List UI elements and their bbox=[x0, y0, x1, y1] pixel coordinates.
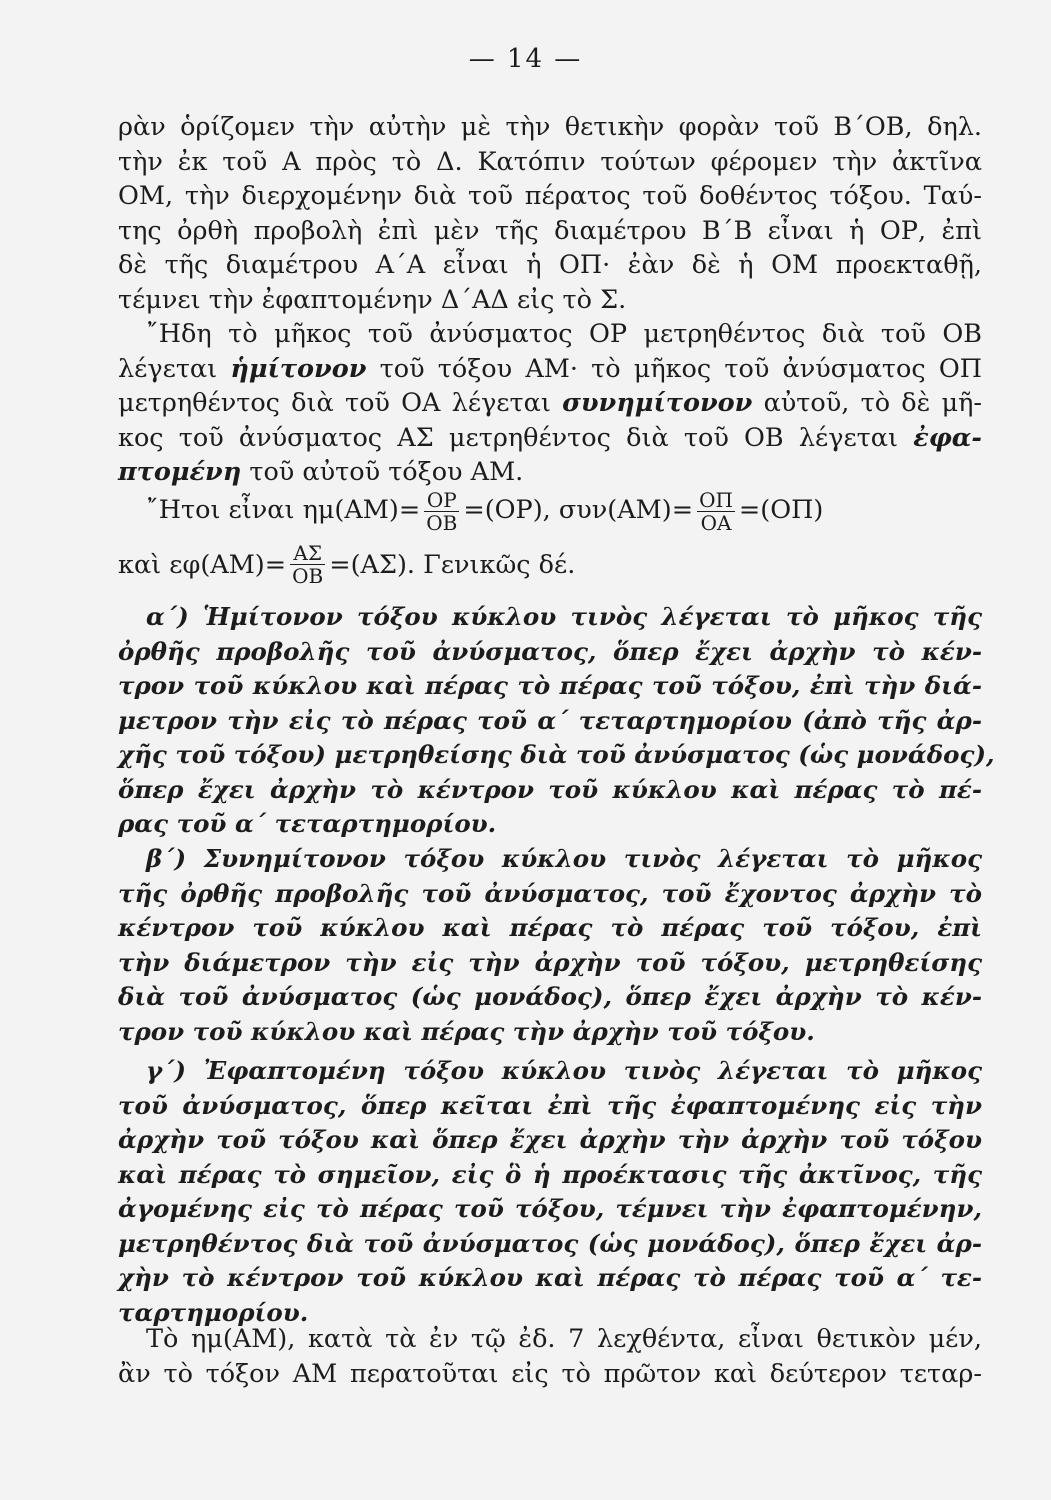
text-line: της ὀρθὴ προβολὴ ἐπὶ μὲν τῆς διαμέτρου Β΄Β εἶναι ἡ ΟΡ, ἐπὶ bbox=[118, 215, 982, 246]
fraction-numerator: ΟΡ bbox=[424, 489, 459, 512]
formula-sine-cosine bbox=[118, 488, 982, 534]
formula-tail: =(ΟΠ) bbox=[738, 495, 824, 525]
text-line: ὀρθῆς προβολῆς τοῦ ἀνύσματος, ὅπερ ἔχει ἀρχὴν τὸ κέν- bbox=[118, 636, 982, 666]
term-tangent: ἐφα- bbox=[913, 422, 982, 453]
text-line: τρον τοῦ κύκλου καὶ πέρας τὸ πέρας τοῦ τόξου, ἐπὶ τὴν διά- bbox=[118, 671, 982, 700]
text-line: τὴν ἐκ τοῦ Α πρὸς τὸ Δ. Κατόπιν τούτων φέρομεν τὴν ἀκτῖνα bbox=[118, 146, 982, 177]
text-line: ἀγομένης εἰς τὸ πέρας τοῦ τόξου, τέμνει τὴν ἐφαπτομένην, bbox=[118, 1194, 982, 1223]
text-line: Τὸ ημ(ΑΜ), κατὰ τὰ ἐν τῷ ἐδ. 7 λεχθέντα, εἶναι θετικὸν μέν, bbox=[146, 1324, 982, 1354]
text-line: χῆς τοῦ τόξου) μετρηθείσης διὰ τοῦ ἀνύσματος (ὡς μονάδος), bbox=[118, 740, 995, 769]
text-line: μετρηθέντος διὰ τοῦ ἀνύσματος (ὡς μονάδος), ὅπερ ἔχει ἀρ- bbox=[118, 1228, 982, 1258]
paragraph-intro bbox=[118, 110, 982, 317]
paragraph-sign bbox=[118, 1322, 982, 1391]
text-line: τέμνει τὴν ἐφαπτομένην Δ΄ΑΔ εἰς τὸ Σ. bbox=[118, 284, 627, 315]
fraction-as-ob bbox=[290, 542, 325, 587]
text-line: χὴν τὸ κέντρον τοῦ κύκλου καὶ πέρας τὸ πέρας τοῦ α΄ τε- bbox=[118, 1263, 982, 1292]
text-line bbox=[118, 386, 982, 421]
text-fragment: τοῦ τόξου ΑΜ· τὸ μῆκος τοῦ ἀνύσματος ΟΠ bbox=[366, 353, 982, 384]
text-line: κέντρον τοῦ κύκλου καὶ πέρας τὸ πέρας τοῦ τόξου, ἐπὶ bbox=[118, 913, 982, 942]
fraction-opi-oa bbox=[697, 489, 735, 534]
fraction-numerator: ΑΣ bbox=[290, 542, 325, 565]
formula-lead: καὶ εφ(ΑΜ)= bbox=[118, 549, 287, 580]
text-line: ἂν τὸ τόξον ΑΜ περατοῦται εἰς τὸ πρῶτον καὶ δεύτερον τεταρ- bbox=[118, 1358, 982, 1389]
text-line: ΟΜ, τὴν διερχομένην διὰ τοῦ πέρατος τοῦ δοθέντος τόξου. Ταύ- bbox=[118, 181, 982, 211]
formula-lead: ῎Ητοι εἶναι ημ(ΑΜ)= bbox=[146, 495, 421, 525]
page-number: — 14 — bbox=[468, 44, 583, 74]
text-line: ὅπερ ἔχει ἀρχὴν τὸ κέντρον τοῦ κύκλου καὶ πέρας τὸ πέ- bbox=[118, 774, 982, 804]
text-line: διὰ τοῦ ἀνύσματος (ὡς μονάδος), ὅπερ ἔχει ἀρχὴν τὸ κέν- bbox=[118, 982, 982, 1011]
formula-mid: =(ΟΡ), συν(ΑΜ)= bbox=[463, 495, 694, 525]
text-line: μετρον τὴν εἰς τὸ πέρας τοῦ α΄ τεταρτημορίου (ἀπὸ τῆς ἀρ- bbox=[118, 705, 982, 735]
text-line: ρας τοῦ α΄ τεταρτημορίου. bbox=[118, 809, 497, 838]
text-fragment: τοῦ αὐτοῦ τόξου ΑΜ. bbox=[241, 457, 524, 487]
text-line: τὴν διάμετρον τὴν εἰς τὴν ἀρχὴν τοῦ τόξου, μετρηθείσης bbox=[118, 947, 982, 977]
definition-tangent bbox=[118, 1054, 982, 1330]
text-line: δὲ τῆς διαμέτρου Α΄Α εἶναι ἡ ΟΠ· ἐὰν δὲ ἡ ΟΜ προεκταθῇ, bbox=[118, 250, 982, 280]
text-line: τῆς ὀρθῆς προβολῆς τοῦ ἀνύσματος, τοῦ ἔχοντος ἀρχὴν τὸ bbox=[118, 878, 982, 908]
text-line: τρον τοῦ κύκλου καὶ πέρας τὴν ἀρχὴν τοῦ τόξου. bbox=[118, 1016, 815, 1046]
fraction-denominator: ΟΒ bbox=[292, 564, 324, 588]
formula-tail: =(ΑΣ). Γενικῶς δέ. bbox=[329, 549, 576, 580]
text-line: β΄) Συνημίτονον τόξου κύκλου τινὸς λέγεται τὸ μῆκος bbox=[146, 844, 982, 873]
fraction-numerator: ΟΠ bbox=[699, 487, 733, 512]
text-line: τοῦ ἀνύσματος, ὅπερ κεῖται ἐπὶ τῆς ἐφαπτομένης εἰς τὴν bbox=[118, 1090, 982, 1120]
term-cosine: συνημίτονον bbox=[562, 388, 753, 418]
text-line bbox=[118, 352, 982, 387]
text-fragment: λέγεται bbox=[118, 353, 231, 384]
text-line: α΄) Ἡμίτονον τόξου κύκλου τινὸς λέγεται τὸ μῆκος τῆς bbox=[146, 602, 982, 631]
text-line bbox=[118, 421, 982, 456]
term-sine: ἡμίτονον bbox=[230, 353, 367, 384]
definition-cosine bbox=[118, 842, 982, 1049]
text-line: γ΄) Ἐφαπτομένη τόξου κύκλου τινὸς λέγεται τὸ μῆκος bbox=[146, 1056, 982, 1085]
text-line bbox=[118, 317, 982, 352]
text-fragment: αὐτοῦ, τὸ δὲ μῆ- bbox=[752, 388, 982, 418]
definition-sine bbox=[118, 600, 995, 842]
text-fragment: ῎Ηδη τὸ μῆκος τοῦ ἀνύσματος ΟΡ μετρηθέντος διὰ τοῦ ΟΒ bbox=[146, 319, 982, 349]
paragraph-definitions-intro bbox=[118, 317, 982, 490]
text-line: καὶ πέρας τὸ σημεῖον, εἰς ὃ ἡ προέκτασις τῆς ἀκτῖνος, τῆς bbox=[118, 1159, 982, 1189]
text-line bbox=[118, 455, 982, 490]
formula-text bbox=[146, 488, 823, 534]
fraction-denominator: ΟΑ bbox=[700, 510, 732, 535]
term-tangent-cont: πτομένη bbox=[118, 457, 242, 487]
text-line: ἀρχὴν τοῦ τόξου καὶ ὅπερ ἔχει ἀρχὴν τὴν ἀρχὴν τοῦ τόξου bbox=[118, 1125, 982, 1154]
text-fragment: κος τοῦ ἀνύσματος ΑΣ μετρηθέντος διὰ τοῦ ΟΒ λέγεται bbox=[118, 422, 914, 453]
fraction-op-ob bbox=[424, 489, 459, 534]
text-fragment: μετρηθέντος διὰ τοῦ ΟΑ λέγεται bbox=[118, 388, 563, 418]
fraction-denominator: ΟΒ bbox=[426, 510, 458, 535]
text-line: ρὰν ὁρίζομεν τὴν αὐτὴν μὲ τὴν θετικὴν φορὰν τοῦ Β΄ΟΒ, δηλ. bbox=[118, 112, 982, 142]
formula-tangent bbox=[118, 542, 575, 587]
text-line: ταρτημορίου. bbox=[118, 1297, 309, 1327]
